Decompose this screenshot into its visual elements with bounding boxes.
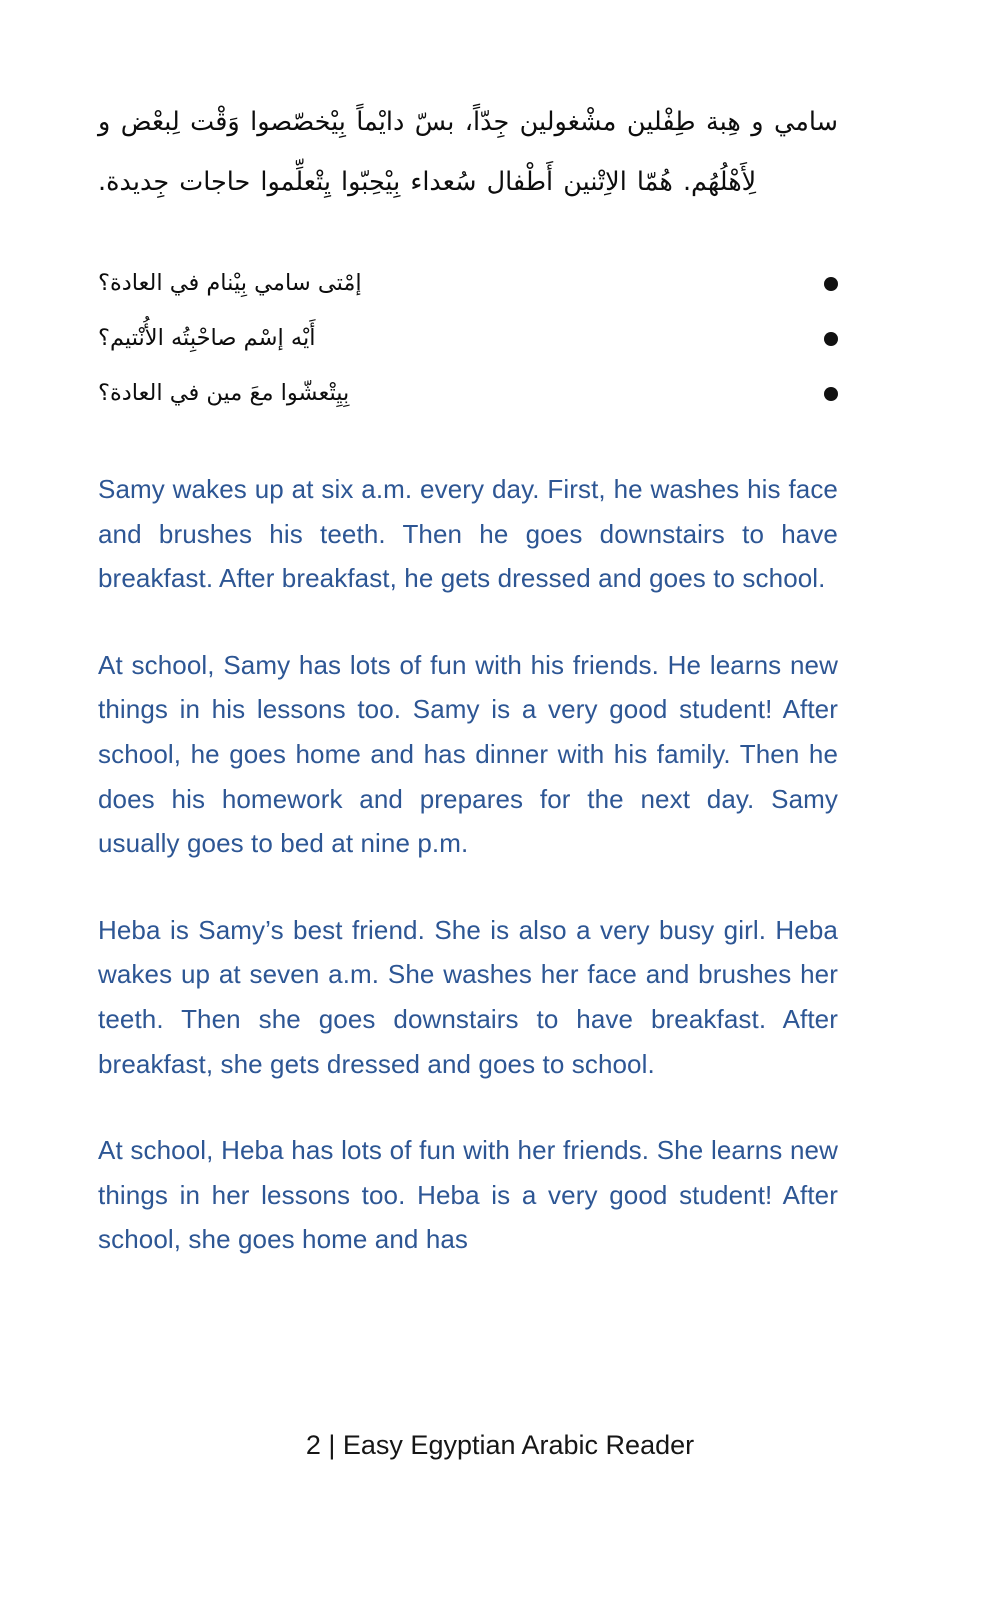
list-item [98,311,838,366]
list-item [98,366,838,421]
question-text: أَيْه إسْم صاحْبِتُه الأُنْتيم؟ [98,325,316,351]
question-text: بِيِتْعشّوا معَ مين في العادة؟ [98,380,350,406]
page-content [98,0,838,1262]
bullet-point-icon [824,387,838,401]
body-paragraph: At school, Samy has lots of fun with his friends. He learns new things in his lessons too. Samy is a very good student! After school, he goes home and has dinner with his family. Then he does his homework and prepares for the next day. Samy usually goes to bed at nine p.m. [98,649,838,859]
body-paragraph: Samy wakes up at six a.m. every day. First, he washes his face and brushes his teeth. Then he goes downstairs to have breakfast. After breakfast, he gets dressed and goes to school. [98,474,838,594]
footer-label: 2 | Easy Egyptian Arabic Reader [296,1428,704,1462]
page-footer [0,1428,1000,1462]
arabic-intro-paragraph: سامي و هِبة طِفْلين مشْغولين جِدّاً، بسّ دايْماً بِيْخصّصوا وَقْت لِبعْض و لِأَهْلُهُم. هُمّا الاِتْنين أَطْفال سُعداء بِيْحِبّوا يِتْعلِّموا حاجات جِديدة. [98,107,838,197]
list-item [98,256,838,311]
body-paragraph: Heba is Samy’s best friend. She is also a very busy girl. Heba wakes up at seven a.m. She washes her face and brushes her teeth. Then she goes downstairs to have breakfast. After breakfast, she gets dressed and goes to school. [98,914,838,1079]
arabic-question-list [98,212,838,421]
bullet-point-icon [824,332,838,346]
body-paragraph: At school, Heba has lots of fun with her friends. She learns new things in her lessons too. Heba is a very good student! After school, she goes home and has [98,1135,838,1255]
bullet-point-icon [824,277,838,291]
question-text: إمْتى سامي بِيْنام في العادة؟ [98,270,362,296]
english-body [98,421,838,1262]
